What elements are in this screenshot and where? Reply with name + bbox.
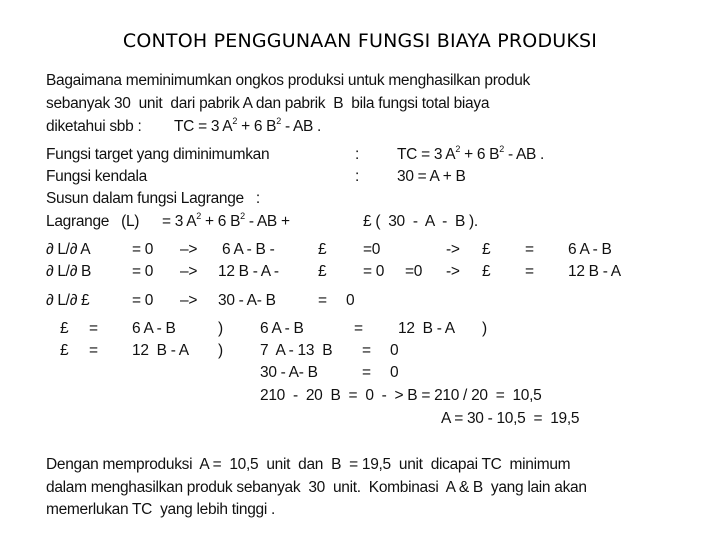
partial-a-expr: 6 A - B - xyxy=(222,241,275,258)
sol3-rhs: 0 xyxy=(390,364,399,381)
sol3-eq: = xyxy=(362,364,371,381)
sol1-eq: = xyxy=(89,320,98,337)
sol4-expr: 210 - 20 B = 0 - > B = 210 / 20 = 10,5 xyxy=(260,387,542,404)
partial-b-lambda: £ xyxy=(318,263,327,280)
partial-b-arrow2: -> xyxy=(446,263,460,280)
partial-a-lhs: ∂ L/∂ A xyxy=(46,241,91,258)
sol1-eq2: = xyxy=(354,320,363,337)
constraint-expr: 30 = A + B xyxy=(397,168,466,185)
sol1-expr: 6 A - B xyxy=(132,320,176,337)
partial-a-eq2: = xyxy=(525,241,534,258)
target-formula: TC = 3 $A^2 + 6$ $B^2$ - AB . xyxy=(397,144,545,163)
lagrange-lambda-part: £ ( 30 - A - B ). xyxy=(363,213,478,230)
partial-b-extra: =0 xyxy=(405,263,423,280)
partial-lambda-arrow: –> xyxy=(180,292,198,309)
partial-a-lambda: £ xyxy=(318,241,327,258)
partial-a-result: 6 A - B xyxy=(568,241,612,258)
problem-line-3-label: diketahui sbb : xyxy=(46,118,142,135)
sol1-rhs: 12 B - A xyxy=(398,320,455,337)
sol1-expr2: 6 A - B xyxy=(260,320,304,337)
partial-b-expr: 12 B - A - xyxy=(218,263,279,280)
partial-b-arrow: –> xyxy=(180,263,198,280)
constraint-colon: : xyxy=(355,168,360,185)
sol1-lambda: £ xyxy=(60,320,69,337)
problem-line-1: Bagaimana meminimumkan ongkos produksi untuk menghasilkan produk xyxy=(46,72,530,89)
partial-b-lambda2: £ xyxy=(482,263,491,280)
problem-line-2: sebanyak 30 unit dari pabrik A dan pabrik B bila fungsi total biaya xyxy=(46,95,490,112)
partial-lambda-expr: 30 - A- B xyxy=(218,292,276,309)
sol2-eq: = xyxy=(89,342,98,359)
slide-title: CONTOH PENGGUNAAN FUNGSI BIAYA PRODUKSI xyxy=(122,30,598,52)
partial-b-eq2: = xyxy=(525,263,534,280)
lagrange-formula: = 3 $A^2 + 6$ $B^2$ - AB + xyxy=(162,211,290,230)
partial-lambda-eq: = 0 xyxy=(132,292,154,309)
sol2-expr2: 7 A - 13 B xyxy=(260,342,333,359)
sol1-paren: ) xyxy=(218,320,223,337)
partial-b-eq: = 0 xyxy=(132,263,154,280)
sol3-expr: 30 - A- B xyxy=(260,364,318,381)
partial-b-lhs: ∂ L/∂ B xyxy=(46,263,92,280)
partial-a-arrow: –> xyxy=(180,241,198,258)
partial-lambda-eq0: = xyxy=(318,292,327,309)
conclusion-line-3: memerlukan TC yang lebih tinggi . xyxy=(46,501,276,518)
sol2-eq2: = xyxy=(362,342,371,359)
partial-a-eq: = 0 xyxy=(132,241,154,258)
partial-b-eq0: = 0 xyxy=(363,263,385,280)
sol1-paren2: ) xyxy=(482,320,487,337)
constraint-label: Fungsi kendala xyxy=(46,168,147,185)
sol2-paren: ) xyxy=(218,342,223,359)
conclusion-line-1: Dengan memproduksi A = 10,5 unit dan B = 19,5 unit dicapai TC minimum xyxy=(46,456,571,473)
partial-a-lambda2: £ xyxy=(482,241,491,258)
conclusion-line-2: dalam menghasilkan produk sebanyak 30 unit. Kombinasi A & B yang lain akan xyxy=(46,479,587,496)
partial-a-arrow2: -> xyxy=(446,241,460,258)
sol2-expr: 12 B - A xyxy=(132,342,189,359)
sol2-rhs: 0 xyxy=(390,342,399,359)
sol2-lambda: £ xyxy=(60,342,69,359)
lagrange-label: Lagrange (L) xyxy=(46,213,140,230)
partial-lambda-lhs: ∂ L/∂ £ xyxy=(46,292,90,309)
target-colon: : xyxy=(355,146,360,163)
tc-formula: TC = 3 $A^2 + 6$ $B^2$ - AB . xyxy=(174,116,322,135)
susun-line: Susun dalam fungsi Lagrange : xyxy=(46,190,260,207)
partial-b-result: 12 B - A xyxy=(568,263,621,280)
partial-a-eq0: =0 xyxy=(363,241,381,258)
partial-lambda-extra: 0 xyxy=(346,292,355,309)
sol5-expr: A = 30 - 10,5 = 19,5 xyxy=(441,410,580,427)
target-label: Fungsi target yang diminimumkan xyxy=(46,146,270,163)
